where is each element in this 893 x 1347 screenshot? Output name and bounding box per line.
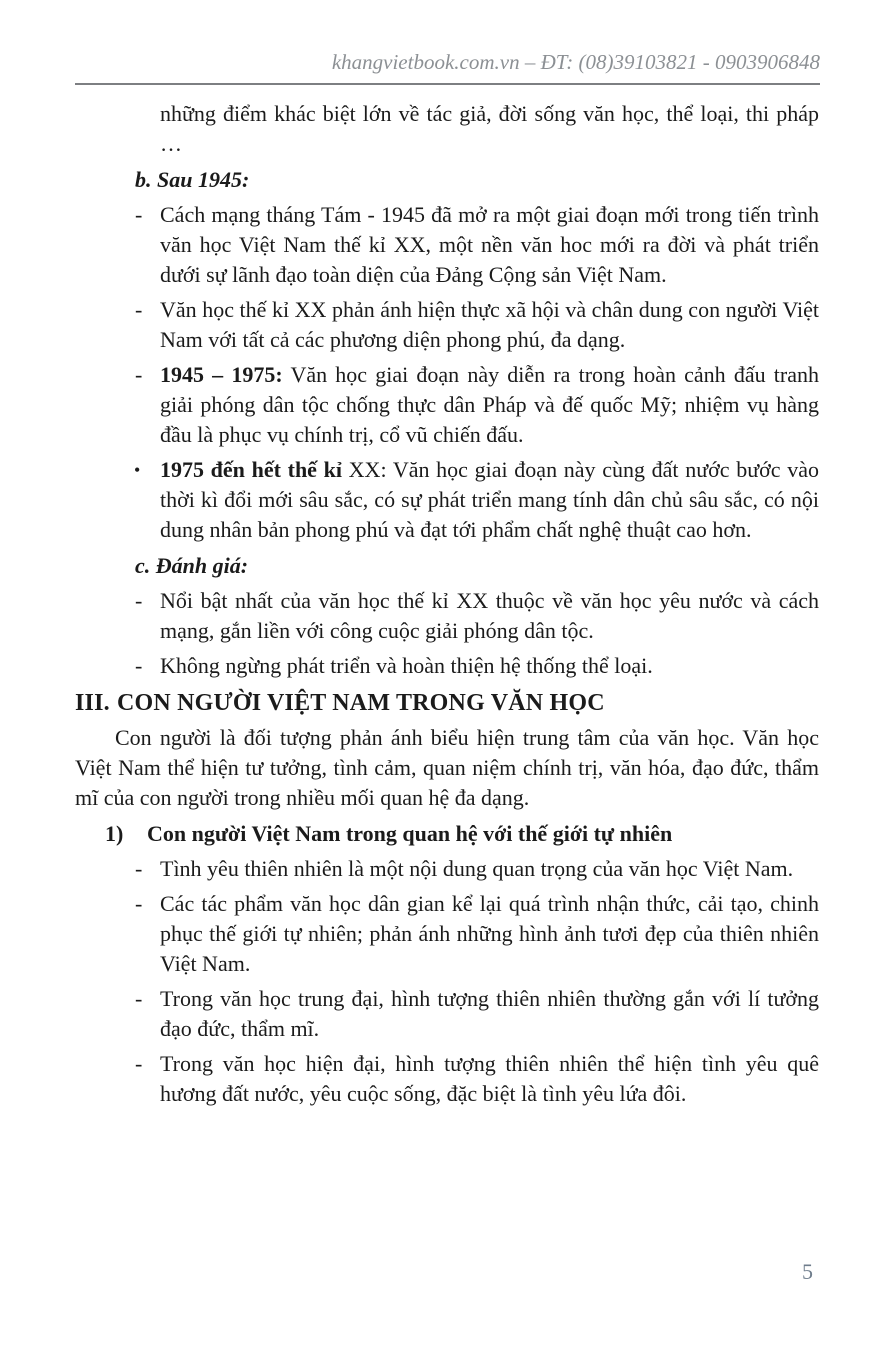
- bullet-marker: -: [135, 362, 143, 387]
- bullet-item: [75, 586, 819, 646]
- subheading-b-text: b. Sau 1945:: [135, 167, 250, 192]
- bullet-marker: -: [135, 297, 143, 322]
- subsection-number: 1): [105, 821, 124, 846]
- bullet-item: [75, 651, 819, 681]
- bullet-text: Không ngừng phát triển và hoàn thiện hệ thống thể loại.: [160, 653, 653, 678]
- page-body: [75, 99, 819, 1109]
- bullet-marker: -: [135, 202, 143, 227]
- bullet-item: [75, 984, 819, 1044]
- section-number: III.: [75, 690, 110, 716]
- bullet-marker: -: [135, 856, 143, 881]
- site-header: [75, 50, 820, 85]
- bullet-marker: -: [135, 653, 143, 678]
- bullet-item: [75, 854, 819, 884]
- bullet-marker: •: [134, 460, 141, 480]
- bullet-item: [75, 455, 819, 545]
- subsection-heading-1: [75, 819, 819, 849]
- bullet-text: Trong văn học hiện đại, hình tượng thiên nhiên thể hiện tình yêu quê hương đất nước, yêu cuộc sống, đặc biệt là tình yêu lứa đôi.: [160, 1051, 819, 1106]
- bullet-marker: -: [135, 588, 143, 613]
- paragraph-continuation-text: những điểm khác biệt lớn về tác giả, đời sống văn học, thể loại, thi pháp …: [160, 101, 819, 156]
- section-heading-iii: [75, 688, 819, 718]
- page-number-text: 5: [802, 1259, 813, 1284]
- bullet-text: Văn học thế kỉ XX phản ánh hiện thực xã hội và chân dung con người Việt Nam với tất cả các phương diện phong phú, đa dạng.: [160, 297, 819, 352]
- bullet-text: Văn học giai đoạn này diễn ra trong hoàn cảnh đấu tranh giải phóng dân tộc chống thực dân Pháp và đế quốc Mỹ; nhiệm vụ hàng đầu là phục vụ chính trị, cổ vũ chiến đấu.: [160, 362, 819, 447]
- bullet-text: Tình yêu thiên nhiên là một nội dung quan trọng của văn học Việt Nam.: [160, 856, 794, 881]
- bullet-item: [75, 889, 819, 979]
- bullet-item: [75, 360, 819, 450]
- bullet-lead-bold: 1975 đến hết thế kỉ: [160, 457, 342, 482]
- section-title: CON NGƯỜI VIỆT NAM TRONG VĂN HỌC: [117, 690, 605, 716]
- subheading-c-text: c. Đánh giá:: [135, 553, 249, 578]
- bullet-text: Cách mạng tháng Tám - 1945 đã mở ra một giai đoạn mới trong tiến trình văn học Việt Nam thế kỉ XX, một nền văn hoc mới ra đời và phát triển dưới sự lãnh đạo toàn diện của Đảng Cộng sản Việt Nam.: [160, 202, 819, 287]
- bullet-item: [75, 200, 819, 290]
- page-number: [802, 1259, 813, 1285]
- subsection-title: Con người Việt Nam trong quan hệ với thế giới tự nhiên: [147, 821, 673, 846]
- bullet-marker: -: [135, 986, 143, 1011]
- bullet-item: [75, 295, 819, 355]
- bullet-text: Các tác phẩm văn học dân gian kể lại quá trình nhận thức, cải tạo, chinh phục thế giới tự nhiên; phản ánh những hình ảnh tươi đẹp của thiên nhiên Việt Nam.: [160, 891, 819, 976]
- subheading-b-sau-1945: [75, 165, 819, 195]
- section-intro-paragraph: [75, 723, 819, 813]
- bullet-marker: -: [135, 891, 143, 916]
- bullet-item: [75, 1049, 819, 1109]
- subheading-c-danh-gia: [75, 551, 819, 581]
- site-header-text: khangvietbook.com.vn – ĐT: (08)39103821 - 0903906848: [331, 50, 820, 74]
- section-intro-text: Con người là đối tượng phản ánh biểu hiện trung tâm của văn học. Văn học Việt Nam thể hiện tư tưởng, tình cảm, quan niệm chính trị, văn hóa, đạo đức, thẩm mĩ của con người trong nhiều mối quan hệ đa dạng.: [75, 725, 819, 810]
- paragraph-continuation: [75, 99, 819, 159]
- bullet-text: XX: Văn học giai đoạn này cùng đất nước bước vào thời kì đổi mới sâu sắc, có sự phát triển mang tính dân chủ sâu sắc, có nội dung nhân bản phong phú và đạt tới phẩm chất nghệ thuật cao hơn.: [160, 457, 819, 542]
- bullet-lead-bold: 1945 – 1975:: [160, 362, 283, 387]
- bullet-marker: -: [135, 1051, 143, 1076]
- bullet-text: Nổi bật nhất của văn học thế kỉ XX thuộc về văn học yêu nước và cách mạng, gắn liền với công cuộc giải phóng dân tộc.: [160, 588, 819, 643]
- bullet-text: Trong văn học trung đại, hình tượng thiên nhiên thường gắn với lí tưởng đạo đức, thẩm mĩ.: [160, 986, 819, 1041]
